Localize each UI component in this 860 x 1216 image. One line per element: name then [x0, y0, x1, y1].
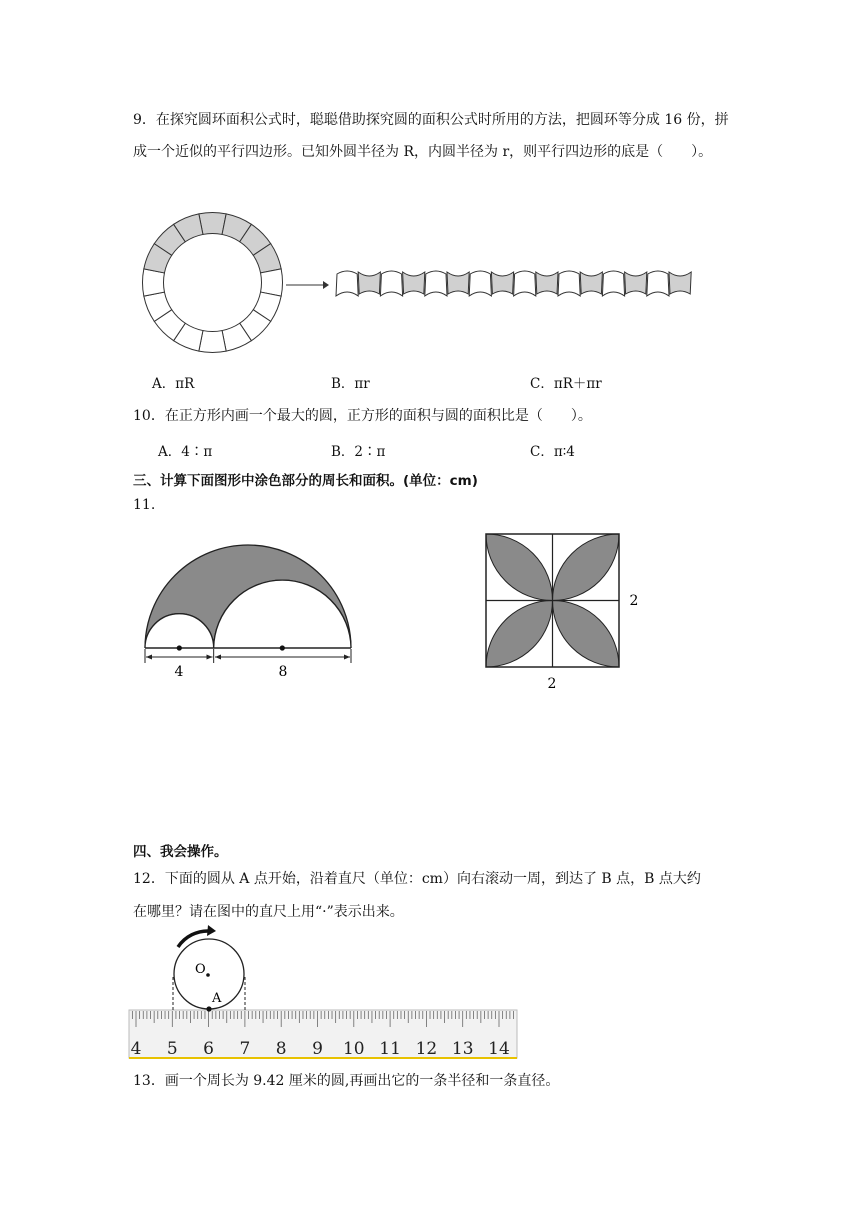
q10-option-c[interactable]: C．π∶4: [530, 444, 575, 460]
strip-piece: [336, 271, 358, 296]
ring-segment: [199, 213, 226, 235]
strip-piece: [380, 271, 402, 296]
ring-segment: [261, 269, 283, 296]
strip-piece: [358, 272, 380, 294]
ring-segment: [199, 331, 226, 353]
section4-heading: 四、我会操作。: [133, 844, 228, 860]
arrow-icon: [285, 278, 330, 292]
q9-option-a[interactable]: A．πR: [152, 376, 195, 392]
strip-piece: [514, 271, 536, 296]
strip-piece: [491, 272, 513, 294]
strip-piece: [403, 272, 425, 294]
strip-piece: [425, 271, 447, 296]
ruler-number: 13: [451, 1039, 474, 1059]
ruler-number: 7: [239, 1039, 251, 1059]
ruler-number: 11: [379, 1039, 401, 1059]
q11-number: 11.: [133, 497, 156, 513]
strip-piece: [580, 272, 602, 294]
ruler-figure: [128, 925, 520, 1063]
strip-piece: [625, 272, 647, 294]
section3-heading: 三、计算下面图形中涂色部分的周长和面积。(单位：cm): [133, 473, 478, 489]
strip-piece: [647, 271, 669, 296]
q12-text-line1: 12．下面的圆从 A 点开始，沿着直尺（单位：cm）向右滚动一周，到达了 B 点，B 点大约: [133, 871, 701, 887]
side-right-label: 2: [629, 593, 639, 609]
ruler-number: 4: [130, 1039, 142, 1059]
ruler-number: 12: [415, 1039, 438, 1059]
ruler-number: 8: [275, 1039, 287, 1059]
strip-piece: [447, 272, 469, 294]
ruler-number: 14: [488, 1039, 510, 1059]
q10-option-b[interactable]: B．2∶π: [331, 444, 386, 460]
q9-option-b[interactable]: B．πr: [331, 376, 370, 392]
q12-text-line2: 在哪里？请在图中的直尺上用“·”表示出来。: [133, 904, 404, 920]
ruler-number: 5: [166, 1039, 178, 1059]
semicircle-figure: [140, 535, 360, 685]
strip-piece: [536, 272, 558, 294]
q13-text: 13．画一个周长为 9.42 厘米的圆,再画出它的一条半径和一条直径。: [133, 1073, 560, 1089]
dim-8: 8: [278, 664, 288, 680]
ruler-number: 9: [312, 1039, 323, 1059]
q9-text: 9．在探究圆环面积公式时，聪聪借助探究圆的面积公式时所用的方法，把圆环等分成 16 份，拼成一个近似的平行四边形。已知外圆半径为 R，内圆半径为 r，则平行四边形的底是（ ）。: [133, 112, 729, 160]
q9-option-c[interactable]: C．πR＋πr: [530, 376, 602, 392]
strip-piece: [469, 271, 491, 296]
ring-figure: [140, 210, 285, 355]
ruler-number: 6: [203, 1039, 215, 1059]
ruler-number: 10: [342, 1039, 365, 1059]
center-label: O: [195, 962, 206, 977]
strip-piece: [602, 271, 624, 296]
strip-piece: [669, 272, 691, 294]
q10-text: 10．在正方形内画一个最大的圆，正方形的面积与圆的面积比是（ ）。: [133, 408, 592, 424]
q10-option-a[interactable]: A．4∶π: [158, 444, 213, 460]
strip-figure: [334, 268, 699, 300]
point-label: A: [212, 991, 222, 1006]
side-bottom-label: 2: [547, 676, 557, 692]
ring-segment: [143, 269, 165, 296]
strip-piece: [558, 271, 580, 296]
dim-4: 4: [174, 664, 184, 680]
petal-square-figure: [480, 528, 650, 698]
